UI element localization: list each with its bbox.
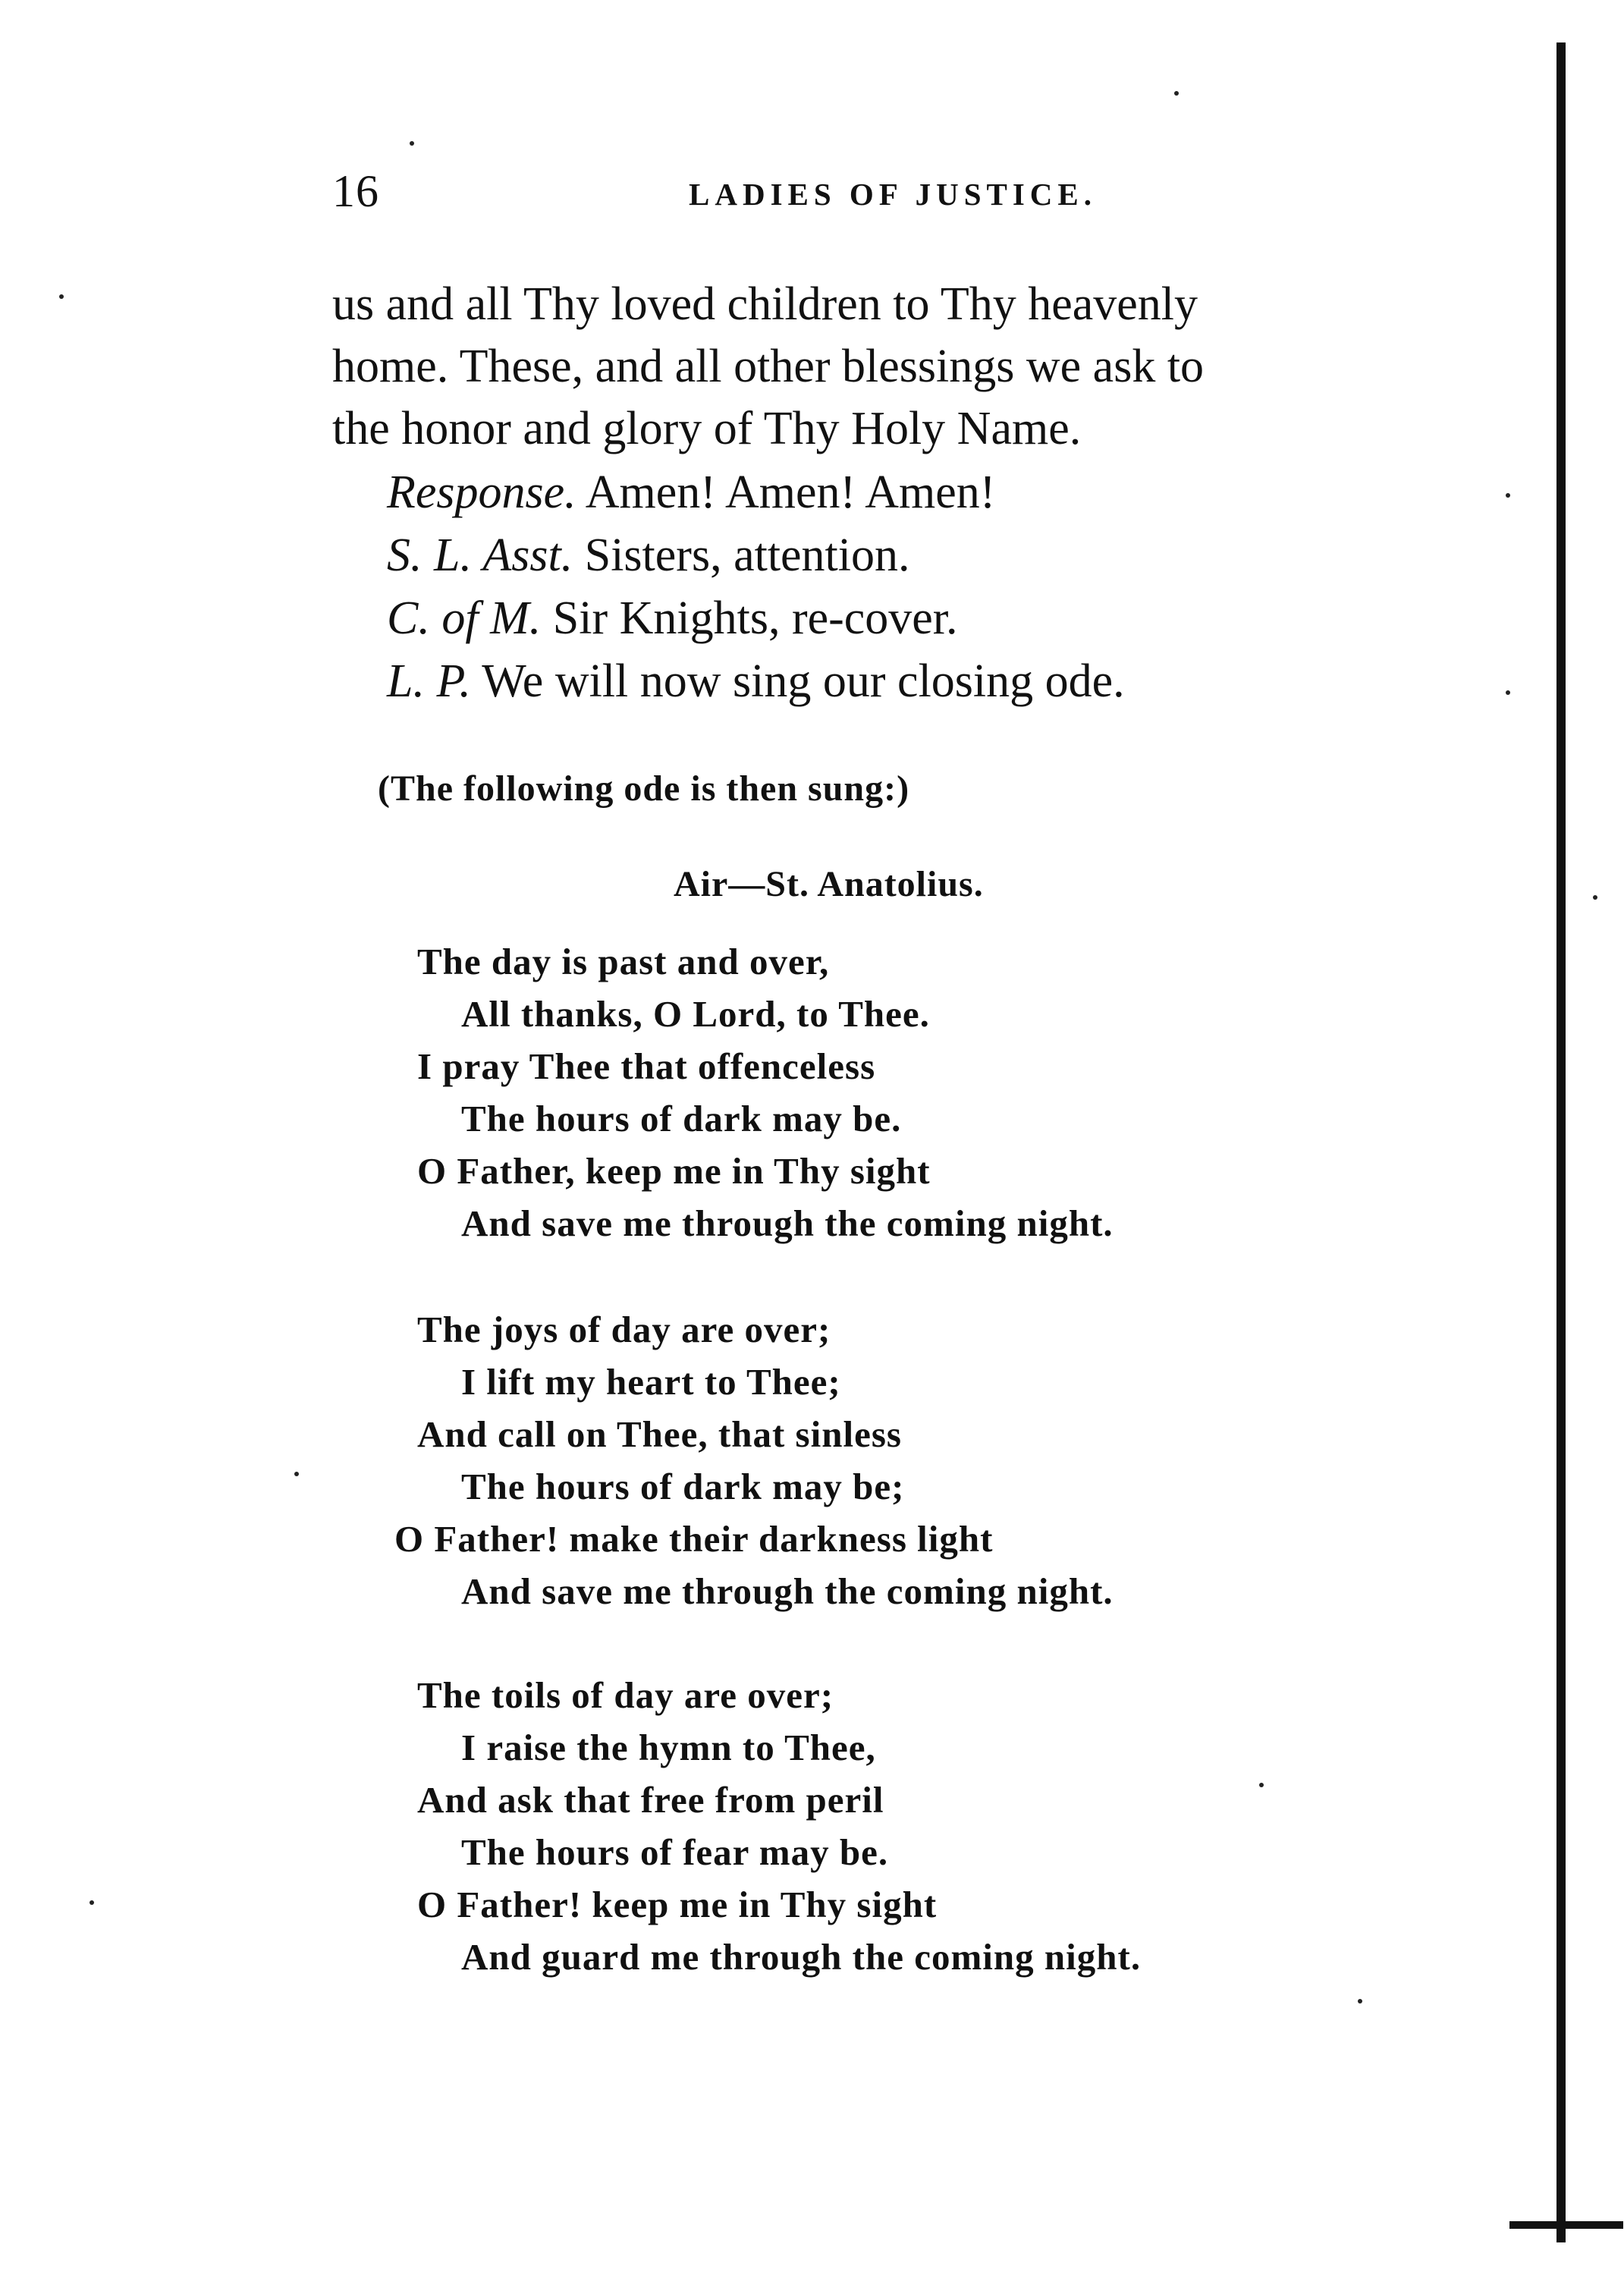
- verse-line: And guard me through the coming night.: [461, 1936, 1142, 1978]
- dialogue-line: [387, 650, 1125, 713]
- body-line: us and all Thy loved children to Thy heavenly: [332, 278, 1198, 330]
- verse-line: The day is past and over,: [417, 941, 830, 982]
- verse-line: O Father! make their darkness light: [394, 1518, 994, 1560]
- print-speck: [59, 294, 64, 299]
- speaker-label: Response.: [387, 467, 576, 518]
- print-speck: [410, 141, 414, 146]
- binding-edge-rule: [1556, 42, 1566, 2242]
- ode-stanza: [417, 1669, 1141, 1983]
- verse-line: The hours of dark may be;: [461, 1466, 905, 1507]
- speaker-label: S. L. Asst.: [387, 530, 573, 581]
- verse-line: And call on Thee, that sinless: [417, 1413, 902, 1455]
- dialogue-text: We will now sing our closing ode.: [470, 655, 1125, 707]
- verse-line: O Father, keep me in Thy sight: [417, 1150, 931, 1192]
- running-head: LADIES OF JUSTICE.: [689, 177, 1098, 212]
- verse-line: The toils of day are over;: [417, 1674, 834, 1716]
- page-number: 16: [332, 166, 379, 216]
- stage-direction: (The following ode is then sung:): [378, 768, 910, 809]
- air-title: Air—St. Anatolius.: [674, 864, 984, 904]
- verse-line: I lift my heart to Thee;: [461, 1361, 841, 1403]
- verse-line: The hours of dark may be.: [461, 1098, 902, 1139]
- verse-line: I raise the hymn to Thee,: [461, 1727, 876, 1768]
- verse-line: All thanks, O Lord, to Thee.: [461, 993, 930, 1035]
- print-speck: [1506, 493, 1510, 498]
- body-line: the honor and glory of Thy Holy Name.: [332, 403, 1082, 454]
- verse-line: I pray Thee that offenceless: [417, 1045, 876, 1087]
- speaker-label: L. P.: [387, 655, 471, 707]
- dialogue-text: Sir Knights, re-cover.: [541, 592, 958, 644]
- binding-foot-rule: [1509, 2221, 1623, 2229]
- verse-line: And save me through the coming night.: [461, 1202, 1114, 1244]
- verse-line: And save me through the coming night.: [461, 1570, 1114, 1612]
- print-speck: [1593, 895, 1597, 900]
- print-speck: [1506, 690, 1510, 695]
- print-speck: [90, 1900, 94, 1905]
- speaker-label: C. of M.: [387, 592, 542, 644]
- dialogue-text: Amen! Amen! Amen!: [576, 467, 996, 518]
- ode-stanza: [417, 935, 1114, 1249]
- verse-line: And ask that free from peril: [417, 1779, 884, 1821]
- print-speck: [1259, 1783, 1264, 1787]
- print-speck: [294, 1472, 299, 1476]
- verse-line: O Father! keep me in Thy sight: [417, 1884, 938, 1925]
- page-header: [332, 165, 1098, 218]
- verse-line: The joys of day are over;: [417, 1309, 831, 1350]
- dialogue-text: Sisters, attention.: [573, 530, 910, 581]
- print-speck: [1174, 91, 1179, 96]
- body-line: home. These, and all other blessings we ask to: [332, 341, 1205, 392]
- ritual-dialogue: [387, 461, 1125, 713]
- dialogue-line: [387, 524, 1125, 587]
- prayer-continuation: [332, 273, 1470, 460]
- ode-stanza: [394, 1303, 1114, 1617]
- dialogue-line: [387, 461, 1125, 524]
- dialogue-line: [387, 587, 1125, 650]
- verse-line: The hours of fear may be.: [461, 1831, 889, 1873]
- print-speck: [1358, 1999, 1362, 2003]
